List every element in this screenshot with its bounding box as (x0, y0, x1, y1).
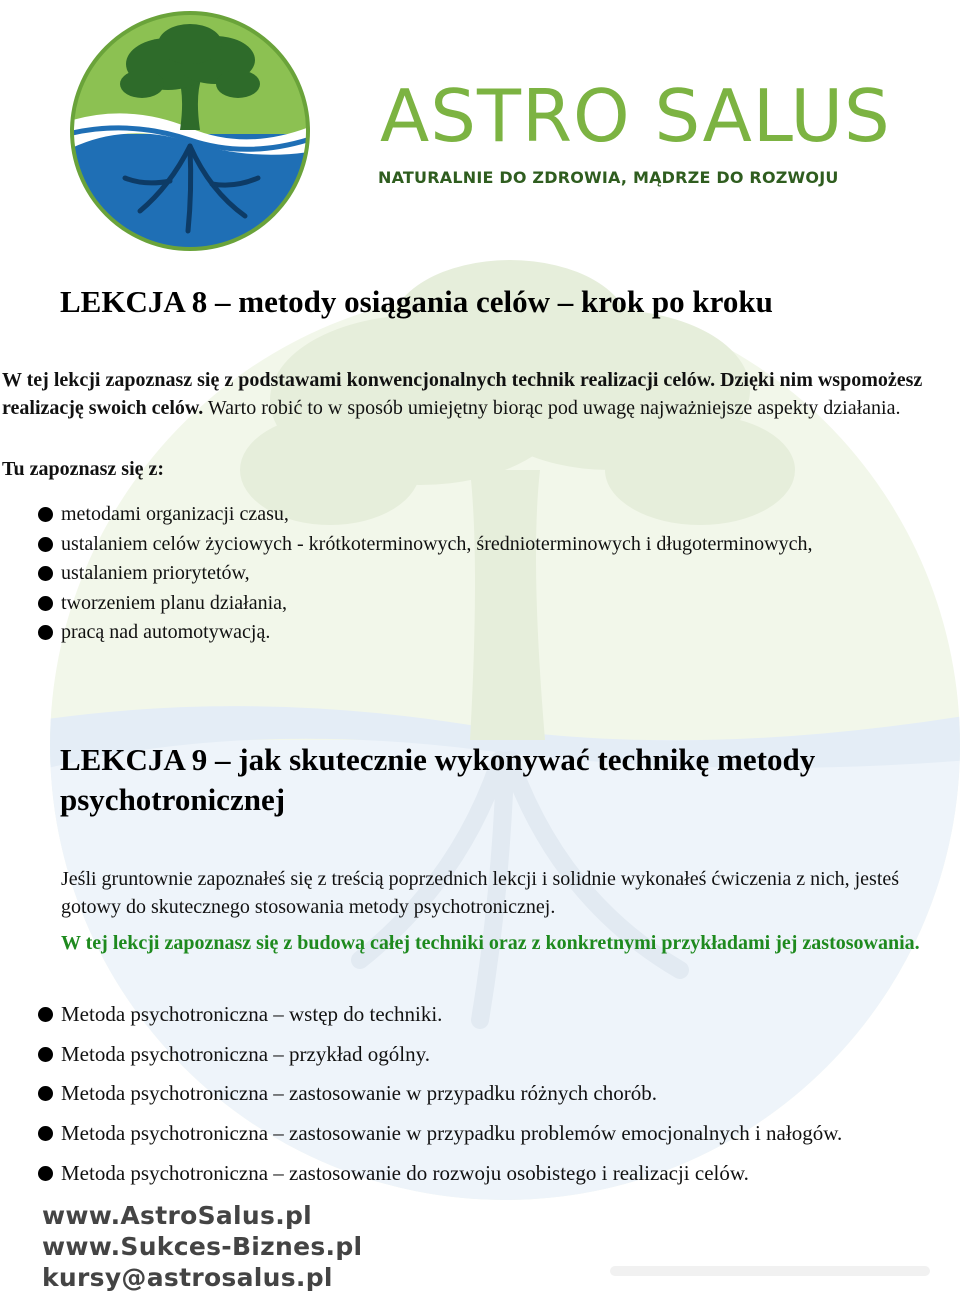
brand-name: ASTRO SALUS (380, 74, 891, 158)
bullet-icon (38, 596, 53, 611)
lesson8-learn-heading: Tu zapoznasz się z: (2, 458, 165, 480)
faded-footer-mark-icon (610, 1258, 940, 1288)
lesson8-intro-bold: W tej lekcji zapoznasz się z podstawami konwencjonalnych technik realizacji celów. Dzięki nim wspomożesz realizację swoich celów. (2, 369, 923, 419)
bullet-icon (38, 625, 53, 640)
bullet-icon (38, 507, 53, 522)
lesson8-intro (2, 366, 960, 422)
lesson9-paragraph: Jeśli gruntownie zapoznałeś się z treścią poprzednich lekcji i solidnie wykonałeś ćwiczenia z nich, jesteś gotowy do skutecznego stosowania metody psychotronicznej. (61, 868, 900, 918)
astro-salus-logo-icon (30, 6, 360, 256)
list-item-text: Metoda psychotroniczna – zastosowanie w przypadku różnych chorób. (61, 1081, 657, 1106)
footer-link-astrosalus[interactable]: www.AstroSalus.pl (42, 1201, 313, 1230)
list-item-text: ustalaniem celów życiowych - krótkoterminowych, średnioterminowych i długoterminowych, (61, 532, 813, 555)
lesson8-title: LEKCJA 8 – metody osiągania celów – krok po kroku (60, 284, 773, 319)
bullet-icon (38, 1086, 53, 1101)
list-item-text: pracą nad automotywacją. (61, 621, 271, 644)
list-item (38, 559, 812, 589)
list-item-text: metodami organizacji czasu, (61, 503, 289, 526)
bullet-icon (38, 537, 53, 552)
footer-email-link[interactable]: kursy@astrosalus.pl (42, 1263, 333, 1292)
lesson9-topic-list (38, 995, 842, 1193)
bullet-icon (38, 1166, 53, 1181)
bullet-icon (38, 1007, 53, 1022)
list-item (38, 1074, 842, 1114)
list-item (38, 1035, 842, 1075)
list-item-text: Metoda psychotroniczna – zastosowanie w przypadku problemów emocjonalnych i nałogów. (61, 1121, 843, 1146)
lesson9-highlight: W tej lekcji zapoznasz się z budową całej techniki oraz z konkretnymi przykładami jej zastosowania. (61, 932, 920, 954)
list-item (38, 530, 812, 560)
list-item (38, 500, 812, 530)
brand-tagline: NATURALNIE DO ZDROWIA, MĄDRZE DO ROZWOJU (378, 168, 839, 187)
lesson9-title: LEKCJA 9 – jak skutecznie wykonywać technikę metody psychotronicznej (60, 742, 816, 817)
list-item (38, 1114, 842, 1154)
list-item-text: tworzeniem planu działania, (61, 591, 288, 614)
list-item-text: Metoda psychotroniczna – przykład ogólny. (61, 1041, 430, 1066)
list-item (38, 589, 812, 619)
list-item-text: ustalaniem priorytetów, (61, 562, 250, 585)
list-item-text: Metoda psychotroniczna – zastosowanie do rozwoju osobistego i realizacji celów. (61, 1160, 749, 1185)
list-item (38, 1153, 842, 1193)
list-item (38, 618, 812, 648)
lesson8-intro-regular: Warto robić to w sposób umiejętny biorąc pod uwagę najważniejsze aspekty działania. (203, 397, 901, 419)
bullet-icon (38, 566, 53, 581)
bullet-icon (38, 1126, 53, 1141)
list-item-text: Metoda psychotroniczna – wstęp do techniki. (61, 1002, 443, 1027)
footer-links (42, 1200, 362, 1293)
footer-link-sukces-biznes[interactable]: www.Sukces-Biznes.pl (42, 1232, 363, 1261)
lesson8-topic-list (38, 500, 812, 648)
list-item (38, 995, 842, 1035)
bullet-icon (38, 1047, 53, 1062)
